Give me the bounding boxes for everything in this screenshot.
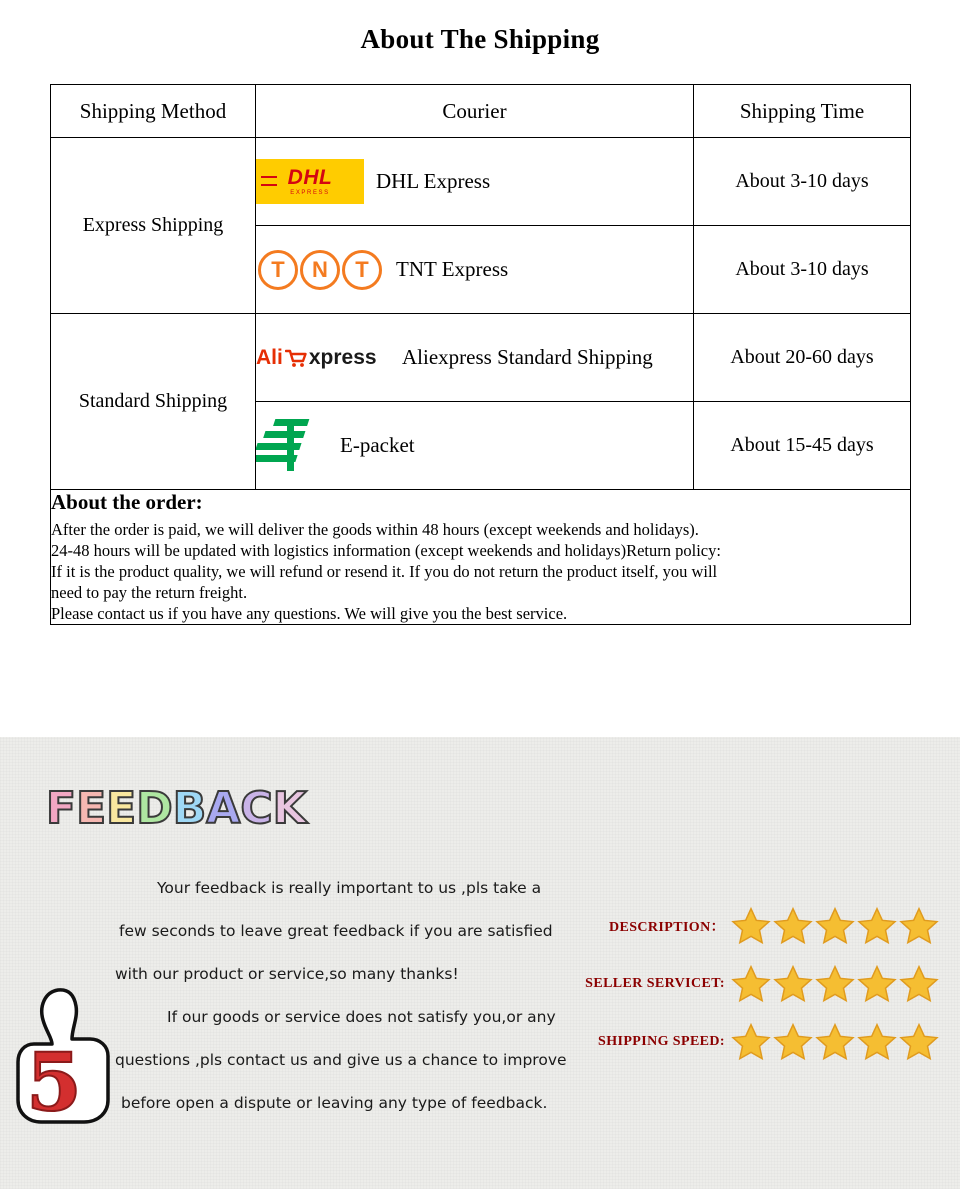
courier-cell-epacket bbox=[256, 402, 694, 490]
star-icon bbox=[773, 906, 813, 946]
ratings-block bbox=[575, 897, 950, 1071]
column-header-time: Shipping Time bbox=[694, 85, 911, 138]
star-rating bbox=[731, 964, 939, 1004]
feedback-section bbox=[0, 735, 960, 1189]
tnt-letter-n: N bbox=[300, 250, 340, 290]
method-standard-shipping: Standard Shipping bbox=[51, 314, 256, 490]
rating-label: DESCRIPTION： bbox=[608, 920, 725, 935]
feedback-letter: B bbox=[172, 783, 206, 834]
star-icon bbox=[773, 1022, 813, 1062]
feedback-line: with our product or service,so many thanks! bbox=[115, 965, 459, 983]
order-note-line: 24-48 hours will be updated with logistics information (except weekends and holidays)Return policy: bbox=[51, 541, 721, 560]
feedback-line: few seconds to leave great feedback if you are satisfied bbox=[119, 922, 553, 940]
rating-row-description bbox=[575, 897, 950, 955]
dhl-logo-text: DHL bbox=[287, 166, 333, 189]
order-note bbox=[51, 490, 911, 625]
ali-logo-red-text: Ali bbox=[256, 345, 283, 369]
star-icon bbox=[899, 964, 939, 1004]
tnt-logo bbox=[256, 247, 384, 293]
courier-name: DHL Express bbox=[376, 169, 491, 193]
dhl-logo-subtext: EXPRESS bbox=[290, 190, 330, 196]
thumbs-up-icon bbox=[12, 982, 120, 1127]
star-icon bbox=[815, 964, 855, 1004]
star-icon bbox=[815, 1022, 855, 1062]
shipping-time: About 20-60 days bbox=[694, 314, 911, 402]
feedback-line: questions ,pls contact us and give us a chance to improve bbox=[115, 1051, 567, 1069]
courier-name: E-packet bbox=[340, 433, 415, 457]
table-row bbox=[51, 138, 911, 226]
order-note-title: About the order: bbox=[51, 490, 203, 514]
star-icon bbox=[857, 906, 897, 946]
table-row bbox=[51, 314, 911, 402]
tnt-letter-t1: T bbox=[258, 250, 298, 290]
aliexpress-logo bbox=[256, 344, 390, 372]
star-icon bbox=[773, 964, 813, 1004]
feedback-message bbox=[105, 867, 575, 1125]
courier-name: TNT Express bbox=[396, 257, 509, 281]
shopping-cart-icon bbox=[285, 348, 307, 368]
feedback-letter: F bbox=[46, 783, 76, 834]
shipping-time: About 15-45 days bbox=[694, 402, 911, 490]
star-icon bbox=[815, 906, 855, 946]
china-post-icon bbox=[256, 417, 328, 475]
star-icon bbox=[731, 906, 771, 946]
page-title: About The Shipping bbox=[360, 24, 600, 54]
dhl-logo bbox=[256, 159, 364, 204]
tnt-letter-t2: T bbox=[342, 250, 382, 290]
shipping-time: About 3-10 days bbox=[694, 226, 911, 314]
feedback-line: If our goods or service does not satisfy you,or any bbox=[167, 1008, 556, 1026]
epacket-logo bbox=[256, 417, 328, 475]
feedback-line: before open a dispute or leaving any type of feedback. bbox=[121, 1094, 548, 1112]
shipping-table bbox=[50, 84, 911, 625]
feedback-letter: K bbox=[272, 783, 306, 834]
order-note-line: After the order is paid, we will deliver the goods within 48 hours (except weekends and holidays). bbox=[51, 520, 699, 539]
courier-cell-tnt bbox=[256, 226, 694, 314]
courier-name: Aliexpress Standard Shipping bbox=[402, 345, 653, 369]
table-header-row bbox=[51, 85, 911, 138]
rating-label: SELLER SERVICET: bbox=[585, 976, 725, 991]
star-icon bbox=[899, 906, 939, 946]
thumb-rating-number: 5 bbox=[26, 1035, 82, 1127]
feedback-wordmark bbox=[46, 783, 306, 834]
order-note-line: Please contact us if you have any questions. We will give you the best service. bbox=[51, 604, 568, 623]
column-header-courier: Courier bbox=[256, 85, 694, 138]
feedback-line: Your feedback is really important to us ,pls take a bbox=[157, 879, 542, 897]
star-rating bbox=[731, 906, 939, 946]
order-note-row bbox=[51, 490, 911, 625]
order-note-line: need to pay the return freight. bbox=[51, 583, 248, 602]
feedback-letter: C bbox=[240, 783, 272, 834]
courier-cell-dhl bbox=[256, 138, 694, 226]
ali-logo-black-text: xpress bbox=[308, 345, 377, 369]
star-icon bbox=[857, 964, 897, 1004]
star-icon bbox=[731, 1022, 771, 1062]
order-note-line: If it is the product quality, we will refund or resend it. If you do not return the product itself, you will bbox=[51, 562, 718, 581]
method-express-shipping: Express Shipping bbox=[51, 138, 256, 314]
feedback-letter: E bbox=[106, 783, 136, 834]
star-icon bbox=[731, 964, 771, 1004]
feedback-letter: A bbox=[206, 783, 240, 834]
rating-row-shipping-speed bbox=[575, 1013, 950, 1071]
column-header-method: Shipping Method bbox=[51, 85, 256, 138]
star-rating bbox=[731, 1022, 939, 1062]
courier-cell-aliexpress bbox=[256, 314, 694, 402]
feedback-letter: D bbox=[136, 783, 172, 834]
rating-label: SHIPPING SPEED: bbox=[598, 1034, 725, 1049]
shipping-time: About 3-10 days bbox=[694, 138, 911, 226]
star-icon bbox=[899, 1022, 939, 1062]
rating-row-seller-service bbox=[575, 955, 950, 1013]
feedback-letter: E bbox=[76, 783, 106, 834]
star-icon bbox=[857, 1022, 897, 1062]
